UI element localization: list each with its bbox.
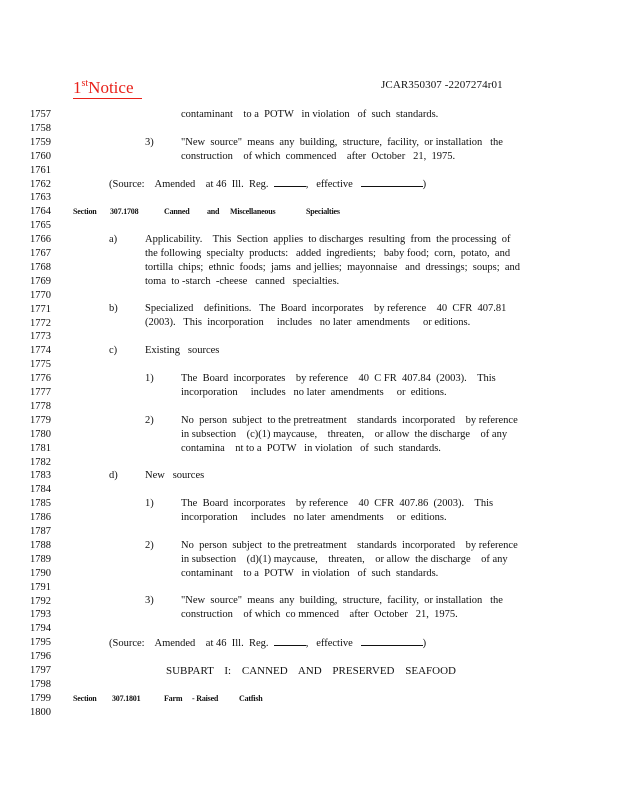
line-number: 1782: [30, 456, 51, 468]
text-line: The Board incorporates by reference 40 CFR 407.86 (2003). This: [181, 498, 494, 509]
notice-heading: [73, 74, 142, 99]
source-note-text: , effective: [305, 638, 353, 649]
text-line: New sources: [145, 470, 205, 481]
line-number: 1767: [30, 248, 51, 259]
section-heading-word: Farm: [164, 694, 183, 703]
subsection-letter: b): [109, 303, 118, 314]
section-heading-word: Miscellaneous: [230, 207, 276, 216]
text-line: The Board incorporates by reference 40 C FR 407.84 (2003). This: [181, 373, 496, 384]
line-number: 1800: [30, 706, 51, 718]
line-number: 1790: [30, 567, 51, 579]
line-number: 1791: [30, 581, 51, 593]
text-line: construction of which commenced after October 21, 1975.: [181, 151, 456, 162]
document-code: JCAR350307 -2207274r01: [381, 79, 503, 91]
section-heading-word: Canned: [164, 207, 190, 216]
line-number: 1794: [30, 623, 51, 635]
text-line: Existing sources: [145, 345, 220, 356]
text-line: tortilla chips; ethnic foods; jams and jellies; mayonnaise and dressings; soups; and: [145, 262, 521, 273]
line-number: 1761: [30, 164, 51, 176]
line-number: 1760: [30, 150, 51, 162]
section-heading-word: Specialties: [306, 207, 340, 216]
text-line: contamina nt to a POTW in violation of such standards.: [181, 443, 441, 454]
source-note-text: , effective: [305, 179, 353, 190]
source-note-text: ): [422, 638, 427, 649]
text-line: the following specialty products: added ingredients; baby food; corn, potato, and: [145, 248, 511, 259]
line-number: 1792: [30, 595, 51, 607]
section-heading-word: Catfish: [239, 694, 263, 703]
text-line: contaminant to a POTW in violation of such standards.: [181, 568, 439, 579]
line-number: 1773: [30, 331, 51, 343]
line-number: 1763: [30, 192, 51, 204]
item-number: 1): [145, 498, 154, 509]
text-line: toma to -starch -cheese canned specialties.: [145, 276, 340, 287]
line-number: 1775: [30, 359, 51, 371]
line-number: 1771: [30, 303, 51, 315]
subsection-letter: c): [109, 345, 118, 356]
section-heading-number: 307.1801: [112, 694, 141, 703]
source-note-text: (Source: Amended at 46 Ill. Reg.: [109, 179, 269, 190]
line-number: 1778: [30, 400, 51, 412]
line-number: 1797: [30, 665, 51, 676]
source-note: [109, 177, 426, 192]
line-number: 1784: [30, 484, 51, 496]
text-line: incorporation includes no later amendments or editions.: [181, 512, 447, 523]
subsection-letter: a): [109, 234, 118, 245]
item-number: 2): [145, 540, 154, 551]
section-heading-label: Section: [73, 694, 97, 703]
source-note-text: (Source: Amended at 46 Ill. Reg.: [109, 638, 269, 649]
notice-number: 1: [73, 78, 82, 97]
line-number: 1789: [30, 553, 51, 565]
subsection-letter: d): [109, 470, 118, 481]
line-number: 1774: [30, 345, 51, 357]
section-heading-word: and: [207, 207, 220, 216]
text-line: No person subject to the pretreatment standards incorporated by reference: [181, 415, 518, 426]
text-line: incorporation includes no later amendments or editions.: [181, 387, 447, 398]
line-number: 1787: [30, 526, 51, 537]
text-line: (2003). This incorporation includes no later amendments or editions.: [145, 317, 471, 328]
item-number: 3): [145, 595, 154, 606]
text-line: in subsection (c)(1) maycause, threaten, or allow the discharge of any: [181, 429, 508, 440]
line-number: 1764: [30, 206, 51, 218]
line-number: 1783: [30, 470, 51, 482]
text-line: construction of which co mmenced after October 21, 1975.: [181, 609, 458, 620]
line-number: 1772: [30, 317, 51, 329]
line-number: 1758: [30, 122, 51, 134]
item-number: 1): [145, 373, 154, 384]
line-number: 1759: [30, 136, 51, 148]
line-number: 1777: [30, 387, 51, 398]
line-number: 1786: [30, 512, 51, 524]
source-note-text: ): [422, 179, 427, 190]
line-number: 1768: [30, 261, 51, 273]
line-number: 1762: [30, 178, 51, 190]
blank-underline: [274, 177, 306, 187]
line-number: 1765: [30, 220, 51, 232]
blank-underline: [361, 636, 423, 646]
text-line: "New source" means any building, structure, facility, or installation the: [181, 137, 503, 148]
line-number: 1766: [30, 234, 51, 246]
line-number: 1798: [30, 678, 51, 690]
line-number: 1796: [30, 651, 51, 663]
blank-underline: [361, 177, 423, 187]
text-line: contaminant to a POTW in violation of such standards.: [181, 109, 439, 120]
text-line: Applicability. This Section applies to discharges resulting from the processing of: [145, 234, 511, 245]
blank-underline: [274, 636, 306, 646]
line-number: 1795: [30, 637, 51, 649]
notice-text: Notice: [88, 78, 134, 97]
subpart-heading: SUBPART I: CANNED AND PRESERVED SEAFOOD: [166, 665, 456, 677]
section-heading-number: 307.1708: [110, 207, 139, 216]
text-line: "New source" means any building, structure, facility, or installation the: [181, 595, 503, 606]
line-number: 1781: [30, 442, 51, 454]
line-number: 1788: [30, 539, 51, 551]
line-number: 1769: [30, 275, 51, 287]
section-heading-label: Section: [73, 207, 97, 216]
line-number: 1780: [30, 428, 51, 440]
line-number: 1770: [30, 289, 51, 301]
text-line: Specialized definitions. The Board incorporates by reference 40 CFR 407.81: [145, 303, 507, 314]
item-number: 3): [145, 137, 154, 148]
line-number: 1799: [30, 692, 51, 704]
line-number: 1785: [30, 498, 51, 510]
notice-superscript: st: [81, 78, 89, 89]
line-number: 1779: [30, 414, 51, 426]
text-line: No person subject to the pretreatment standards incorporated by reference: [181, 540, 518, 551]
text-line: in subsection (d)(1) maycause, threaten, or allow the discharge of any: [181, 554, 508, 565]
section-heading-word: - Raised: [192, 694, 219, 703]
line-number: 1776: [30, 373, 51, 385]
line-number: 1757: [30, 109, 51, 120]
source-note: [109, 636, 426, 651]
line-number: 1793: [30, 609, 51, 621]
item-number: 2): [145, 415, 154, 426]
